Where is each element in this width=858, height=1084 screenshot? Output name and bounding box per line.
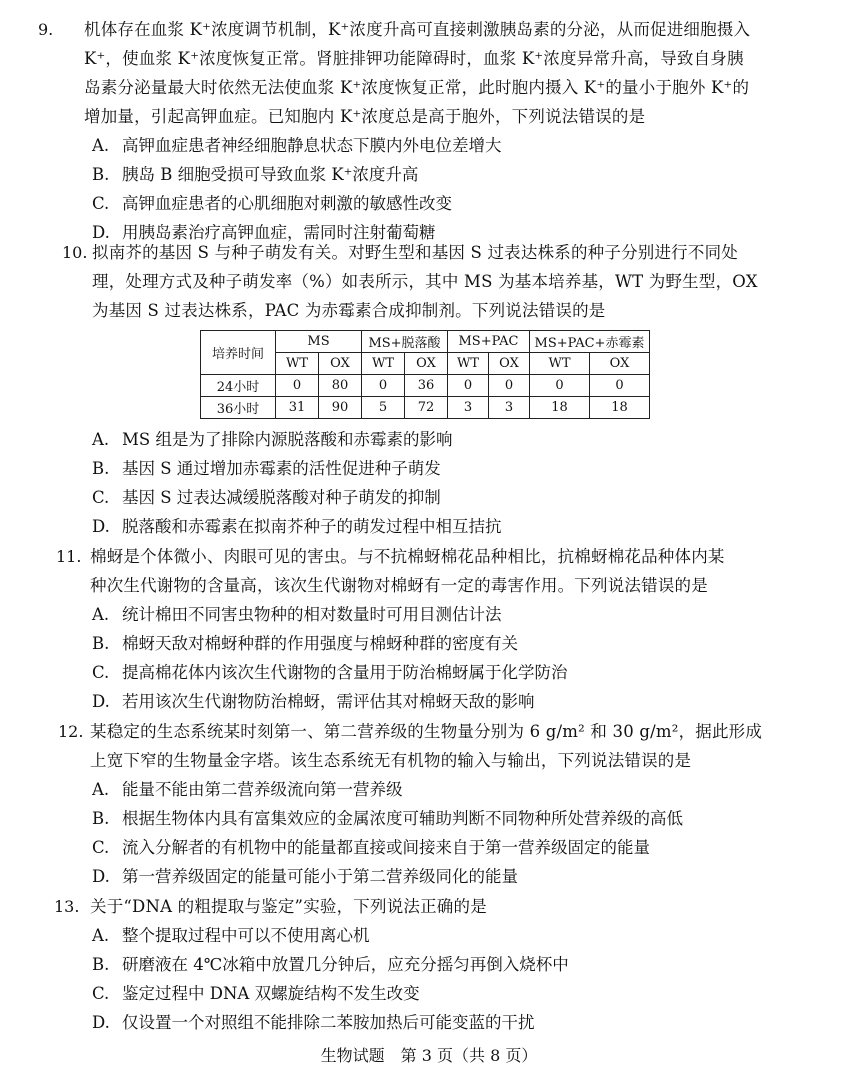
question-stem-line: K⁺，使血浆 K⁺浓度恢复正常。肾脏排钾功能障碍时，血浆 K⁺浓度异常升高，导致自身胰 [84, 49, 744, 68]
option-d: D. 仅设置一个对照组不能排除二苯胺加热后可能变蓝的干扰 [92, 1013, 535, 1032]
table-subheader: OX [590, 353, 650, 375]
question-number: 9. [38, 20, 54, 39]
question-number: 12. [58, 722, 84, 741]
option-b: B. 根据生物体内具有富集效应的金属浓度可辅助判断不同物种所处营养级的高低 [92, 809, 683, 828]
option-a: A. 高钾血症患者神经细胞静息状态下膜内外电位差增大 [92, 136, 502, 155]
table-row [201, 375, 650, 397]
option-c: C. 提高棉花体内该次生代谢物的含量用于防治棉蚜属于化学防治 [92, 663, 568, 682]
table-cell: 90 [319, 397, 362, 419]
option-b: B. 棉蚜天敌对棉蚜种群的作用强度与棉蚜种群的密度有关 [92, 634, 518, 653]
question-number: 10. [62, 243, 88, 262]
table-subheader: WT [276, 353, 319, 375]
table-subheader: OX [489, 353, 530, 375]
germination-table [200, 330, 650, 419]
table-cell: 31 [276, 397, 319, 419]
option-c: C. 基因 S 过表达减缓脱落酸对种子萌发的抑制 [92, 488, 441, 507]
option-b: B. 研磨液在 4℃冰箱中放置几分钟后，应充分摇匀再倒入烧杯中 [92, 955, 569, 974]
option-c: C. 流入分解者的有机物中的能量都直接或间接来自于第一营养级固定的能量 [92, 838, 650, 857]
option-a: A. MS 组是为了排除内源脱落酸和赤霉素的影响 [92, 430, 453, 449]
option-b: B. 胰岛 B 细胞受损可导致血浆 K⁺浓度升高 [92, 165, 419, 184]
question-stem-line: 增加量，引起高钾血症。已知胞内 K⁺浓度总是高于胞外，下列说法错误的是 [84, 107, 646, 126]
table-cell: 0 [489, 375, 530, 397]
question-stem-line: 为基因 S 过表达株系，PAC 为赤霉素合成抑制剂。下列说法错误的是 [92, 301, 606, 320]
table-cell: 0 [448, 375, 489, 397]
table-cell: 0 [530, 375, 590, 397]
table-subheader: WT [448, 353, 489, 375]
table-cell: 18 [590, 397, 650, 419]
table-cell: 3 [489, 397, 530, 419]
option-c: C. 鉴定过程中 DNA 双螺旋结构不发生改变 [92, 984, 420, 1003]
option-d: D. 若用该次生代谢物防治棉蚜，需评估其对棉蚜天敌的影响 [92, 692, 535, 711]
option-c: C. 高钾血症患者的心肌细胞对刺激的敏感性改变 [92, 194, 452, 213]
table-row-label: 36小时 [201, 397, 276, 419]
table-corner-header: 培养时间 [201, 331, 276, 375]
question-number: 13. [54, 897, 80, 916]
table-subheader: OX [319, 353, 362, 375]
option-a: A. 统计棉田不同害虫物种的相对数量时可用目测估计法 [92, 605, 502, 624]
question-stem-line: 关于“DNA 的粗提取与鉴定”实验，下列说法正确的是 [90, 897, 487, 916]
table-subheader: WT [362, 353, 405, 375]
question-stem-line: 上宽下窄的生物量金字塔。该生态系统无有机物的输入与输出，下列说法错误的是 [90, 751, 692, 770]
table-cell: 36 [405, 375, 448, 397]
option-a: A. 能量不能由第二营养级流向第一营养级 [92, 780, 403, 799]
table-cell: 5 [362, 397, 405, 419]
option-d: D. 用胰岛素治疗高钾血症，需同时注射葡萄糖 [92, 223, 436, 242]
option-b: B. 基因 S 通过增加赤霉素的活性促进种子萌发 [92, 459, 441, 478]
table-cell: 0 [590, 375, 650, 397]
table-cell: 3 [448, 397, 489, 419]
table-row [201, 397, 650, 419]
table-group-header: MS+脱落酸 [362, 331, 448, 353]
question-stem-line: 岛素分泌量最大时依然无法使血浆 K⁺浓度恢复正常，此时胞内摄入 K⁺的量小于胞外 K⁺的 [84, 78, 750, 97]
option-a: A. 整个提取过程中可以不使用离心机 [92, 926, 370, 945]
table-cell: 80 [319, 375, 362, 397]
question-stem-line: 种次生代谢物的含量高，该次生代谢物对棉蚜有一定的毒害作用。下列说法错误的是 [90, 576, 708, 595]
table-subheader: OX [405, 353, 448, 375]
table-group-header: MS+PAC+赤霉素 [530, 331, 650, 353]
table-row-label: 24小时 [201, 375, 276, 397]
question-stem-line: 理，处理方式及种子萌发率（%）如表所示，其中 MS 为基本培养基，WT 为野生型，OX [92, 272, 758, 291]
question-stem-line: 拟南芥的基因 S 与种子萌发有关。对野生型和基因 S 过表达株系的种子分别进行不同处 [92, 243, 738, 262]
table-cell: 0 [362, 375, 405, 397]
table-cell: 18 [530, 397, 590, 419]
table-cell: 0 [276, 375, 319, 397]
question-stem-line: 机体存在血浆 K⁺浓度调节机制，K⁺浓度升高可直接刺激胰岛素的分泌，从而促进细胞摄入 [84, 20, 751, 39]
page-footer: 生物试题 第 3 页（共 8 页） [320, 1046, 538, 1065]
option-d: D. 脱落酸和赤霉素在拟南芥种子的萌发过程中相互拮抗 [92, 517, 502, 536]
table-subheader: WT [530, 353, 590, 375]
table-group-header: MS [276, 331, 362, 353]
table-group-header: MS+PAC [448, 331, 530, 353]
option-d: D. 第一营养级固定的能量可能小于第二营养级同化的能量 [92, 867, 518, 886]
table-cell: 72 [405, 397, 448, 419]
question-stem-line: 某稳定的生态系统某时刻第一、第二营养级的生物量分别为 6 g/m² 和 30 g/m²，据此形成 [90, 722, 763, 741]
question-stem-line: 棉蚜是个体微小、肉眼可见的害虫。与不抗棉蚜棉花品种相比，抗棉蚜棉花品种体内某 [90, 547, 725, 566]
question-number: 11. [56, 547, 82, 566]
